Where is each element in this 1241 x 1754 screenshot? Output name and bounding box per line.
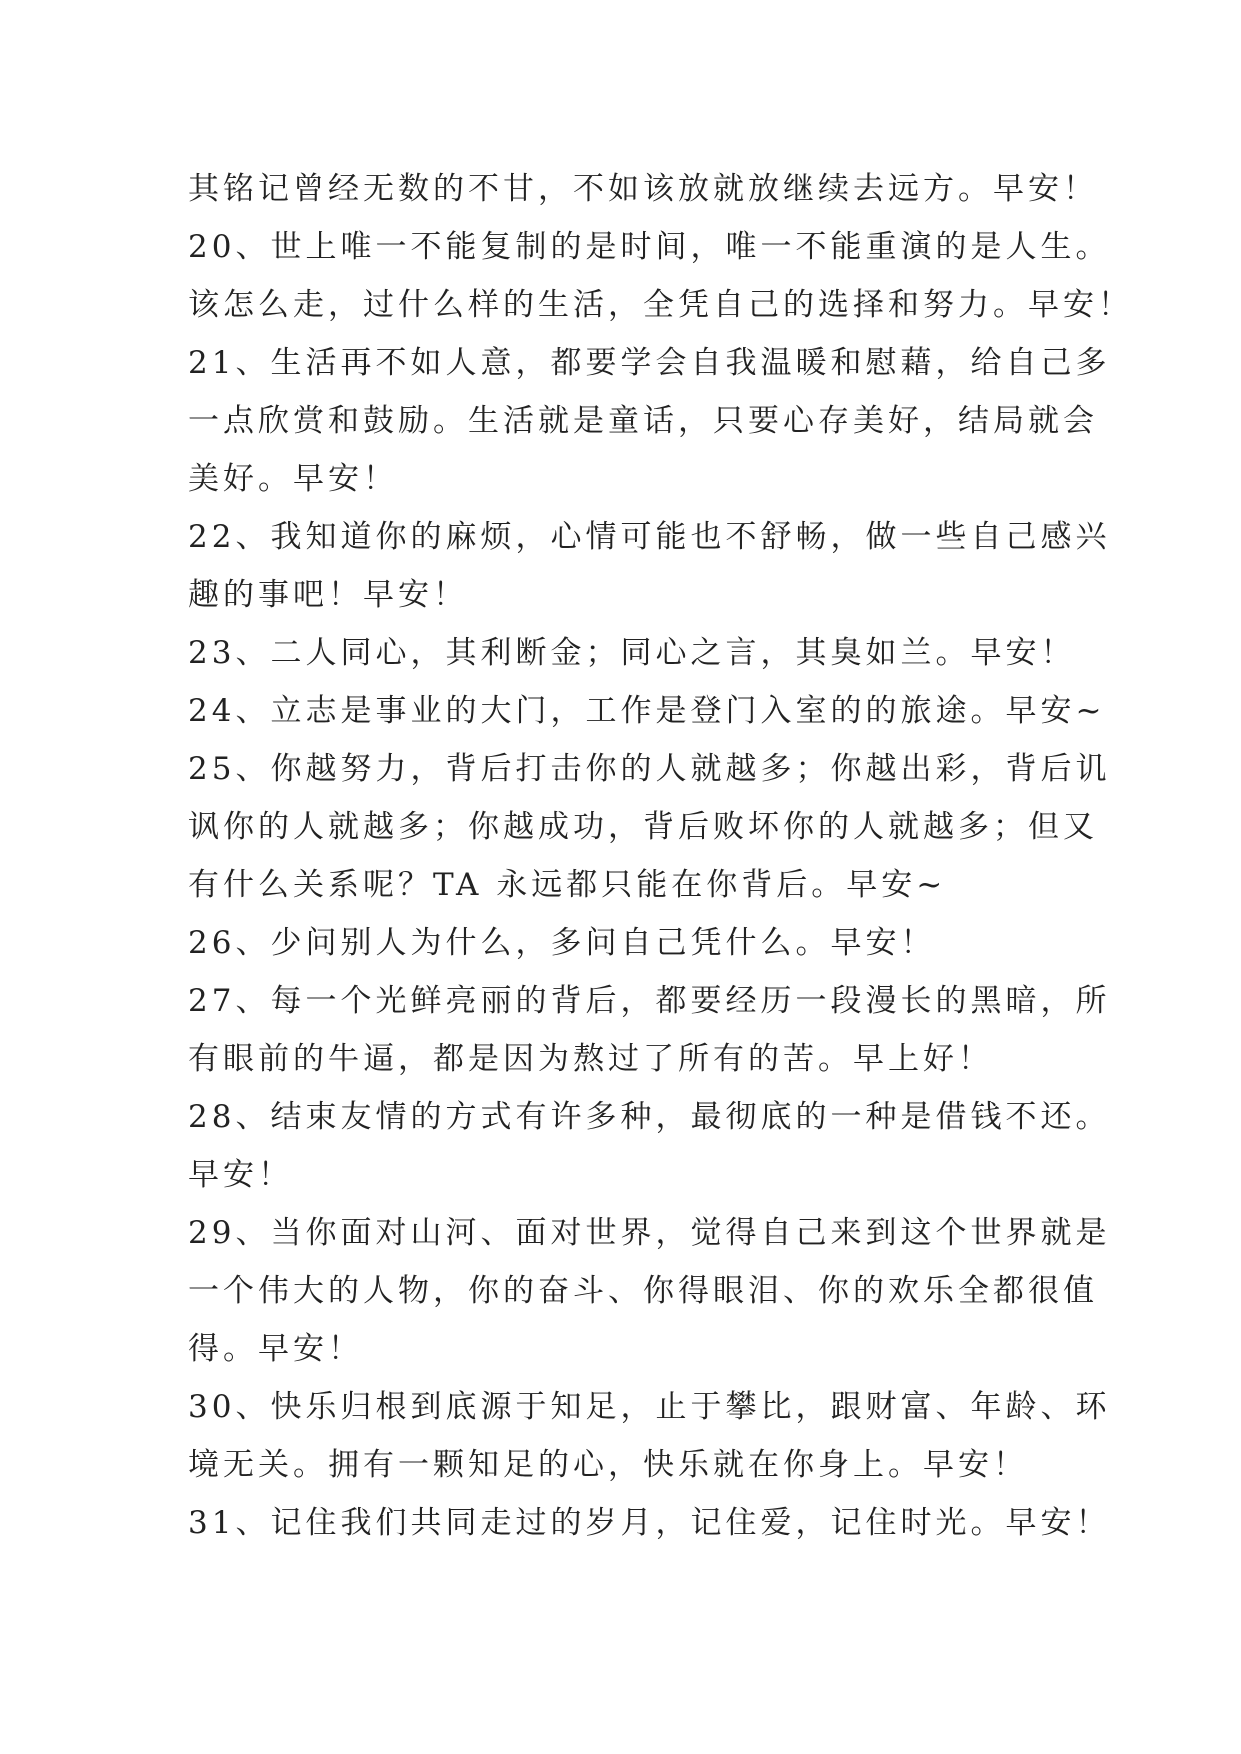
text-line: 早安！ <box>188 1157 293 1193</box>
text-line: 有什么关系呢？TA 永远都只能在你背后。早安~ <box>188 867 947 903</box>
text-line: 26、少问别人为什么，多问自己凭什么。早安！ <box>188 925 936 961</box>
text-line: 一点欣赏和鼓励。生活就是童话，只要心存美好，结局就会 <box>188 403 1098 439</box>
text-line: 27、每一个光鲜亮丽的背后，都要经历一段漫长的黑暗，所 <box>188 983 1111 1019</box>
text-line: 有眼前的牛逼，都是因为熬过了所有的苦。早上好！ <box>188 1041 993 1077</box>
text-line: 25、你越努力，背后打击你的人就越多；你越出彩，背后讥 <box>188 751 1111 787</box>
document-body <box>188 160 1133 1552</box>
text-line: 20、世上唯一不能复制的是时间，唯一不能重演的是人生。 <box>188 229 1111 265</box>
text-line: 一个伟大的人物，你的奋斗、你得眼泪、你的欢乐全都很值 <box>188 1273 1098 1309</box>
text-line: 30、快乐归根到底源于知足，止于攀比，跟财富、年龄、环 <box>188 1389 1111 1425</box>
text-line: 22、我知道你的麻烦，心情可能也不舒畅，做一些自己感兴 <box>188 519 1111 555</box>
text-line: 其铭记曾经无数的不甘，不如该放就放继续去远方。早安！ <box>188 171 1098 207</box>
text-line: 境无关。拥有一颗知足的心，快乐就在你身上。早安！ <box>188 1447 1028 1483</box>
text-line: 得。早安！ <box>188 1331 363 1367</box>
text-line: 美好。早安！ <box>188 461 398 497</box>
text-line: 讽你的人就越多；你越成功，背后败坏你的人就越多；但又 <box>188 809 1098 845</box>
text-line: 24、立志是事业的大门，工作是登门入室的的旅途。早安~ <box>188 693 1106 729</box>
text-line: 21、生活再不如人意，都要学会自我温暖和慰藉，给自己多 <box>188 345 1111 381</box>
text-line: 31、记住我们共同走过的岁月，记住爱，记住时光。早安！ <box>188 1505 1111 1541</box>
text-line: 趣的事吧！早安！ <box>188 577 468 613</box>
text-line: 29、当你面对山河、面对世界，觉得自己来到这个世界就是 <box>188 1215 1111 1251</box>
text-line: 28、结束友情的方式有许多种，最彻底的一种是借钱不还。 <box>188 1099 1111 1135</box>
text-line: 该怎么走，过什么样的生活，全凭自己的选择和努力。早安！ <box>188 287 1133 323</box>
text-line: 23、二人同心，其利断金；同心之言，其臭如兰。早安！ <box>188 635 1076 671</box>
